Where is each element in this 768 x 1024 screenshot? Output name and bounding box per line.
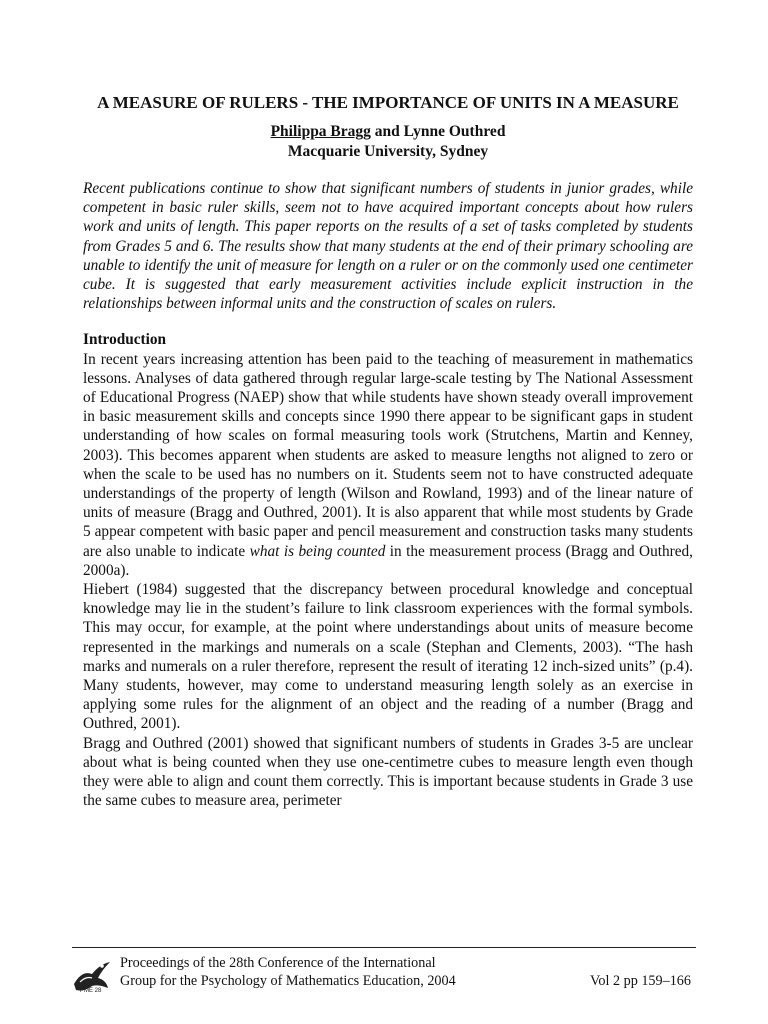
abstract: Recent publications continue to show that significant numbers of students in junior grades, while competent in basic ruler skills, seem not to have acquired important concepts about how rulers work and units of length. This paper reports on the results of a set of tasks completed by students from Grades 5 and 6. The results show that many students at the end of their primary schooling are unable to identify the unit of measure for length on a ruler or on the commonly used one centimeter cube. It is suggested that early measurement activities include explicit instruction in the relationships between informal units and the construction of scales on rulers. <box>83 180 693 313</box>
paper-title: A MEASURE OF RULERS - THE IMPORTANCE OF UNITS IN A MEASURE <box>97 93 679 112</box>
paragraph-2: Hiebert (1984) suggested that the discrepancy between procedural knowledge and conceptual knowledge may lie in the student’s failure to link classroom experiences with the formal symbols. This may occur, for example, at the point where understandings about units of measure become represented in the markings and numerals on a scale (Stephan and Clements, 2003). “The hash marks and numerals on a ruler therefore, represent the result of iterating 12 inch-sized units” (p.4). Many students, however, may come to understand measuring length solely as an exercise in applying some rules for the alignment of an object and the reading of a number (Bragg and Outhred, 2001). <box>83 581 693 733</box>
paragraph-3: Bragg and Outhred (2001) showed that significant numbers of students in Grades 3-5 are unclear about what is being counted when they use one-centimetre cubes to measure length even though they were able to align and count them correctly. This is important because students in Grade 3 use the same cubes to measure area, perimeter <box>83 734 693 810</box>
proceedings-line-2: Group for the Psychology of Mathematics Education, 2004 <box>120 973 456 989</box>
page-footer <box>72 954 696 998</box>
proceedings-citation <box>120 954 550 990</box>
author-line <box>83 122 693 142</box>
footer-divider <box>72 947 696 948</box>
proceedings-line-1: Proceedings of the 28th Conference of the International <box>120 955 436 971</box>
author-primary: Philippa Bragg <box>270 123 371 140</box>
affiliation: Macquarie University, Sydney <box>287 143 489 160</box>
author-secondary: and Lynne Outhred <box>370 123 506 140</box>
paragraph-1-start: In recent years increasing attention has been paid to the teaching of measurement in mathematics lessons. Analyses of data gathered through regular large-scale testing by The National Assessment of Educational Progress (NAEP) show that while students have shown steady overall improvement in basic measurement skills and concepts since 1990 there appear to be significant gaps in student understanding of how scales on formal measuring tools work (Strutchens, Martin and Kenney, 2003). This becomes apparent when students are asked to measure lengths not aligned to zero or when the scale to be used has no numbers on it. Students seem not to have constructed adequate understandings of the property of length (Wilson and Rowland, 1993) and of the linear nature of units of measure (Bragg and Outhred, 2001). It is also apparent that while most students by Grade 5 appear competent with basic paper and pencil measurement and construction tasks many students are also unable to indicate <box>83 350 693 560</box>
paragraph-1-end: in the measurement process (Bragg and Outhred, 2000a). <box>83 542 693 579</box>
paragraph-1-emphasis: what is being counted <box>249 542 386 560</box>
section-heading-introduction: Introduction <box>83 331 167 349</box>
pme-logo-icon <box>72 956 112 996</box>
paper-page <box>83 92 693 811</box>
logo-lettering: PME 28 <box>80 988 102 994</box>
paragraph-1 <box>83 350 693 580</box>
volume-pages: Vol 2 pp 159–166 <box>589 973 691 989</box>
